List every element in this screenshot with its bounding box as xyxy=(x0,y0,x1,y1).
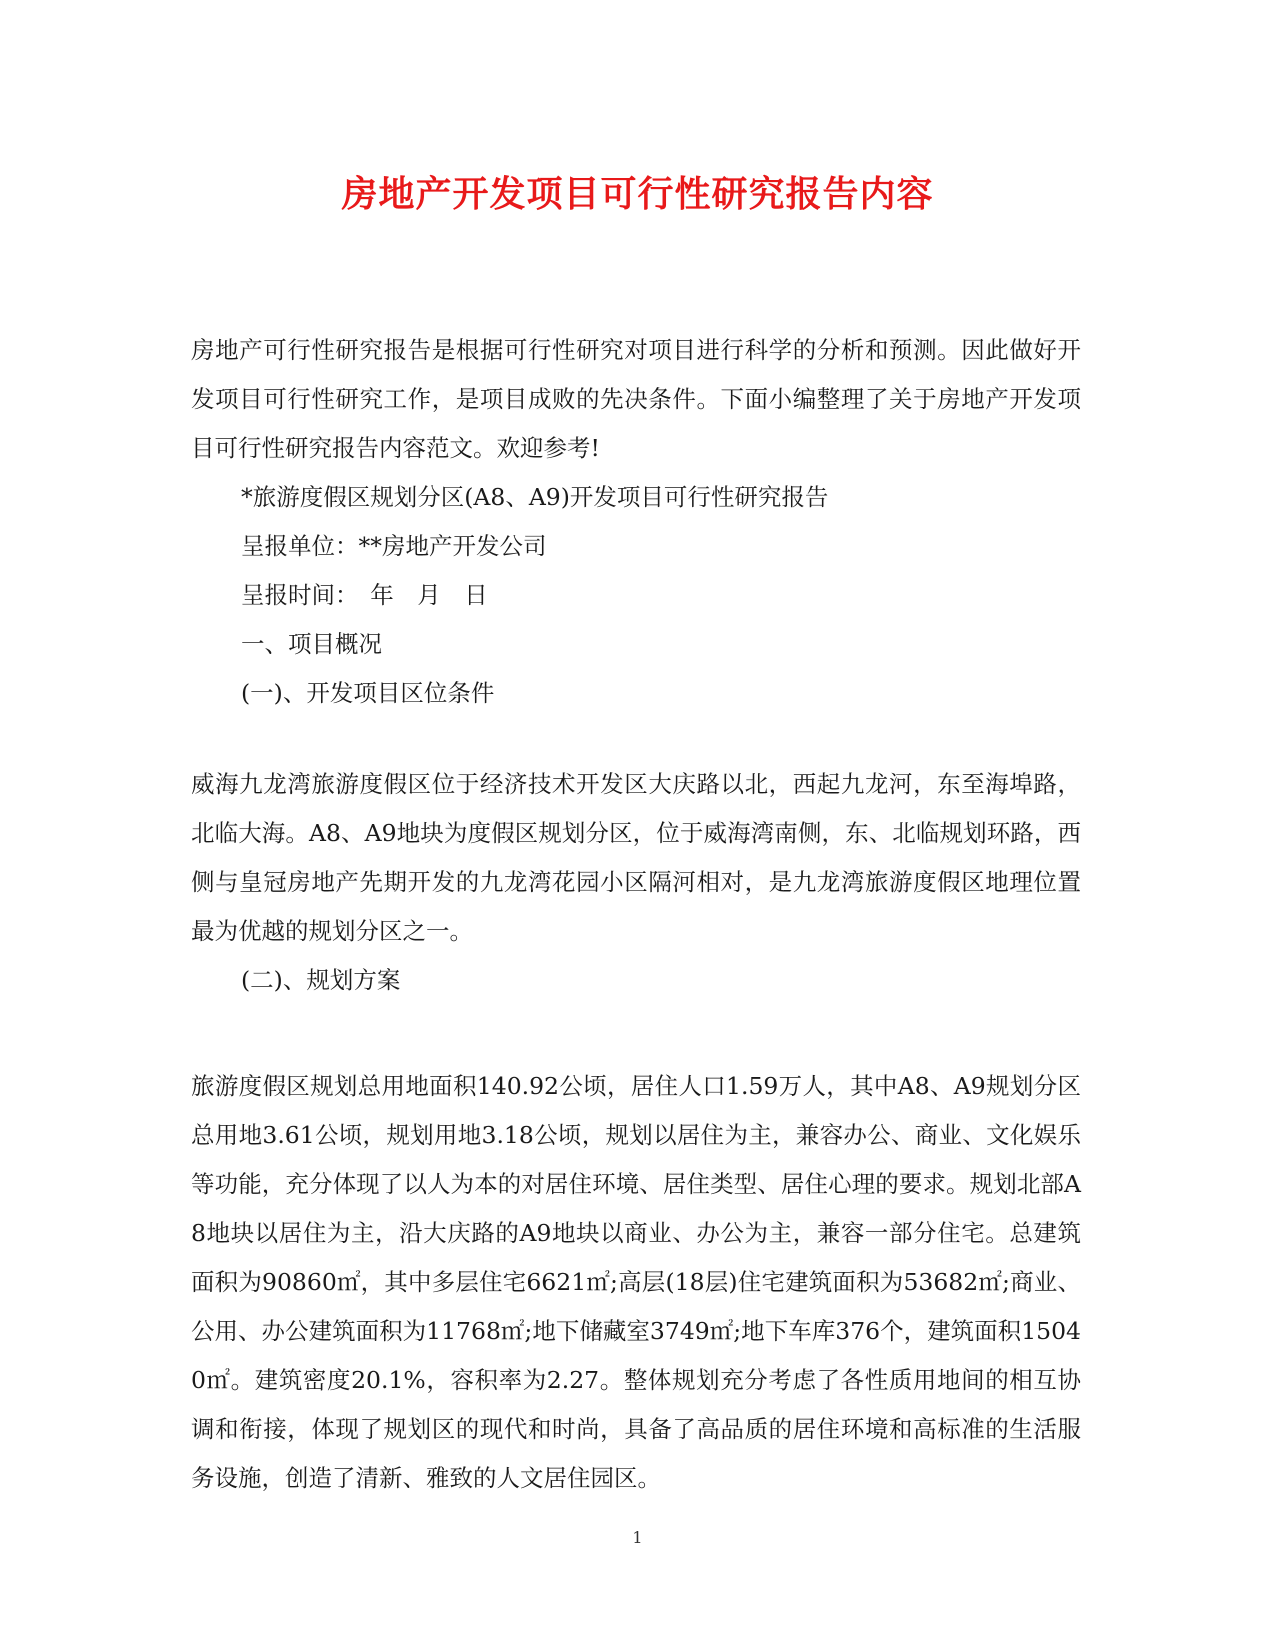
report-name: *旅游度假区规划分区(A8、A9)开发项目可行性研究报告 xyxy=(241,483,829,511)
intro-block xyxy=(191,326,1081,718)
intro-paragraph: 房地产可行性研究报告是根据可行性研究对项目进行科学的分析和预测。因此做好开发项目可行性研究工作，是项目成败的先决条件。下面小编整理了关于房地产开发项目可行性研究报告内容范文。欢迎参考! xyxy=(191,336,1081,462)
plan-paragraph: 旅游度假区规划总用地面积140.92公顷，居住人口1.59万人，其中A8、A9规划分区总用地3.61公顷，规划用地3.18公顷，规划以居住为主，兼容办公、商业、文化娱乐等功能，充分体现了以人为本的对居住环境、居住类型、居住心理的要求。规划北部A8地块以居住为主，沿大庆路的A9地块以商业、办公为主，兼容一部分住宅。总建筑面积为90860㎡，其中多层住宅6621㎡;高层(18层)住宅建筑面积为53682㎡;商业、公用、办公建筑面积为11768㎡;地下储藏室3749㎡;地下车库376个，建筑面积15040㎡。建筑密度20.1%，容积率为2.27。整体规划充分考虑了各性质用地间的相互协调和衔接，体现了规划区的现代和时尚，具备了高品质的居住环境和高标准的生活服务设施，创造了清新、雅致的人文居住园区。 xyxy=(191,1072,1081,1492)
plan-block xyxy=(191,1062,1081,1503)
location-paragraph: 威海九龙湾旅游度假区位于经济技术开发区大庆路以北，西起九龙河，东至海埠路，北临大海。A8、A9地块为度假区规划分区，位于威海湾南侧，东、北临规划环路，西侧与皇冠房地产先期开发的九龙湾花园小区隔河相对，是九龙湾旅游度假区地理位置最为优越的规划分区之一。 xyxy=(191,770,1081,945)
page-number: 1 xyxy=(632,1528,643,1547)
subsection-heading-location: (一)、开发项目区位条件 xyxy=(241,679,495,707)
section-heading-overview: 一、项目概况 xyxy=(241,630,382,658)
subsection-heading-plan: (二)、规划方案 xyxy=(241,966,401,994)
document-title: 房地产开发项目可行性研究报告内容 xyxy=(341,173,934,215)
submitter-line: 呈报单位：**房地产开发公司 xyxy=(241,532,547,560)
submit-date-line: 呈报时间： 年 月 日 xyxy=(241,581,488,609)
location-block xyxy=(191,760,1081,1005)
